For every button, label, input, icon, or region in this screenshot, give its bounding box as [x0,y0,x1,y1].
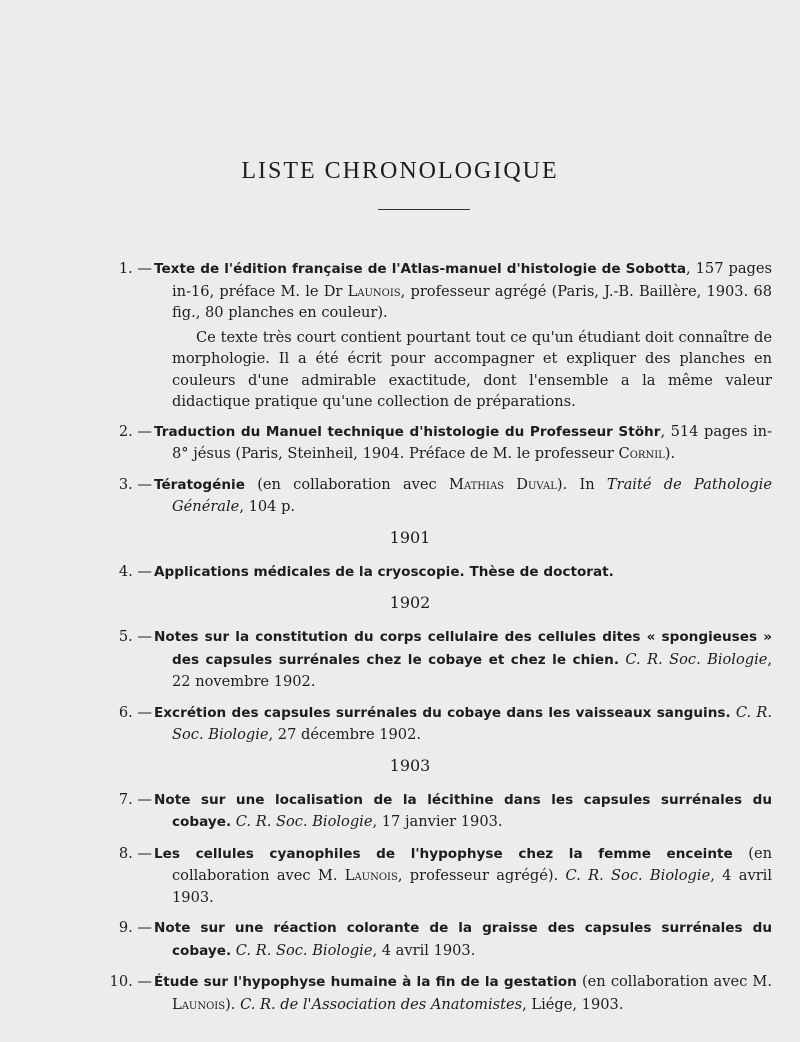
entry-index: 10. [109,973,133,990]
entry-text [154,843,772,909]
entry-number [0,789,152,811]
entry-text [154,474,772,518]
entry-title: Notes sur la constitution du corps cellulaire des cellules dites « spongieuses » des capsules surrénales chez le cobaye et chez le chien. [154,629,772,668]
entry-title: Traduction du Manuel technique d'histologie du Professeur Stöhr [154,423,661,440]
entry-text [154,626,772,693]
year-heading: 1902 [389,593,431,612]
author-name: Launois [347,282,401,300]
entry-title: Note sur une réaction colorante de la graisse des capsules surrénales du cobaye. [154,920,772,959]
bibliography-entry [0,917,800,962]
bibliography-entry [0,626,800,693]
entry-number [0,561,152,583]
entry-number [0,843,152,865]
entry-detail: , 514 pages in-8° jésus (Paris, Steinheil, 1904. Préface de M. le professeur [172,422,773,462]
entry-detail: ). In [556,475,607,493]
entry-index: 9. [118,919,133,936]
entry-dash: — [137,562,152,580]
entry-index: 5. [118,628,133,645]
entry-text [154,561,772,584]
entry-index: 1. [118,260,133,277]
author-name: Launois [172,995,226,1013]
bibliography-entry [0,971,800,1015]
entry-detail: , professeur agrégé). [397,867,566,884]
journal-name: C. R. Soc. Biologie [625,650,768,668]
entry-dash: — [137,628,152,645]
entry-dash: — [137,973,152,990]
entry-title: Note sur une localisation de la lécithine dans les capsules surrénales du cobaye. [154,791,772,830]
entry-citation: , 17 janvier 1903. [372,813,503,830]
entry-number [0,971,152,993]
entry-citation: , 4 avril 1903. [172,867,773,906]
author-name: Mathias Duval [449,475,557,493]
journal-name: C. R. Soc. Biologie [235,941,373,959]
bibliography-entry [0,561,800,584]
entry-index: 3. [118,475,133,493]
author-name: Launois [344,867,398,884]
entry-number [0,702,152,724]
entry-index: 4. [118,562,133,580]
entry-detail: (en collaboration avec M. [576,973,772,990]
entry-citation: , Liége, 1903. [522,995,624,1013]
entry-detail: ). [664,445,676,462]
entry-index: 2. [118,422,133,440]
entry-citation: , 4 avril 1903. [372,941,476,959]
entry-number [0,917,152,939]
entry-dash: — [137,422,152,440]
entry-dash: — [137,790,152,808]
bibliography-entry [0,702,800,746]
entry-text [154,421,772,465]
journal-name: C. R. de l'Association des Anatomistes [240,995,523,1013]
title-rule [378,209,470,210]
entry-index: 7. [118,790,133,808]
entry-dash: — [137,703,152,721]
bibliography-entry [0,258,800,324]
author-name: Cornil [618,445,665,462]
entry-number [0,258,152,280]
page-title: LISTE CHRONOLOGIQUE [241,158,559,184]
entry-number [0,474,152,496]
entry-text [154,971,772,1015]
entry-text [154,917,772,962]
entry-text [154,702,772,746]
entry-text [154,258,772,324]
entry-detail: , 157 pages in-16, préface M. le Dr [172,260,772,300]
entry-citation: , 104 p. [239,498,296,515]
journal-name: Traité de Pathologie Générale [172,475,772,515]
entry-list [0,258,800,1024]
bibliography-entry [0,474,800,518]
entry-dash: — [137,475,152,493]
entry-index: 8. [118,844,133,862]
entry-number [0,421,152,443]
journal-name: C. R. Soc. Biologie [565,867,711,884]
year-heading: 1901 [389,527,431,547]
entry-text [154,789,772,834]
entry-title: Tératogénie [154,476,245,493]
entry-detail: (en collaboration avec M. [172,844,772,884]
entry-detail: (en collaboration avec [244,475,449,493]
entry-title: Les cellules cyanophiles de l'hypophyse chez la femme enceinte [154,845,733,862]
entry-detail: , professeur agrégé (Paris, J.-B. Baillère, 1903. 68 fig., 80 planches en couleur). [172,282,772,321]
entry-title: Applications médicales de la cryoscopie. Thèse de doctorat. [154,563,614,580]
entry-dash: — [137,844,152,862]
year-heading: 1903 [389,755,431,775]
entry-title: Texte de l'édition française de l'Atlas-manuel d'histologie de Sobotta [154,261,687,277]
journal-name: C. R. Soc. Biologie [235,813,373,830]
entry-title: Étude sur l'hypophyse humaine à la fin de la gestation [154,974,577,990]
entry-number [0,626,152,648]
bibliography-entry [0,421,800,465]
entry-index: 6. [118,703,133,721]
entry-title: Excrétion des capsules surrénales du cobaye dans les vaisseaux sanguins. [154,704,731,721]
bibliography-entry [0,789,800,834]
entry-dash: — [137,260,152,277]
entry-citation: , 27 décembre 1902. [268,726,422,743]
entry-note: Ce texte très court contient pourtant tout ce qu'un étudiant doit connaître de morphologie. Il a été écrit pour accompagner et expliquer des planches en couleurs d'une admirable exactitude, dont l'ensemble a la même valeur didactique pratique qu'une collection de préparations. [172,328,772,410]
bibliography-entry [0,843,800,909]
entry-dash: — [137,919,152,936]
entry-citation: , 22 novembre 1902. [172,650,773,690]
journal-name: C. R. Soc. Biologie [172,703,772,743]
entry-detail: ). [225,995,241,1013]
